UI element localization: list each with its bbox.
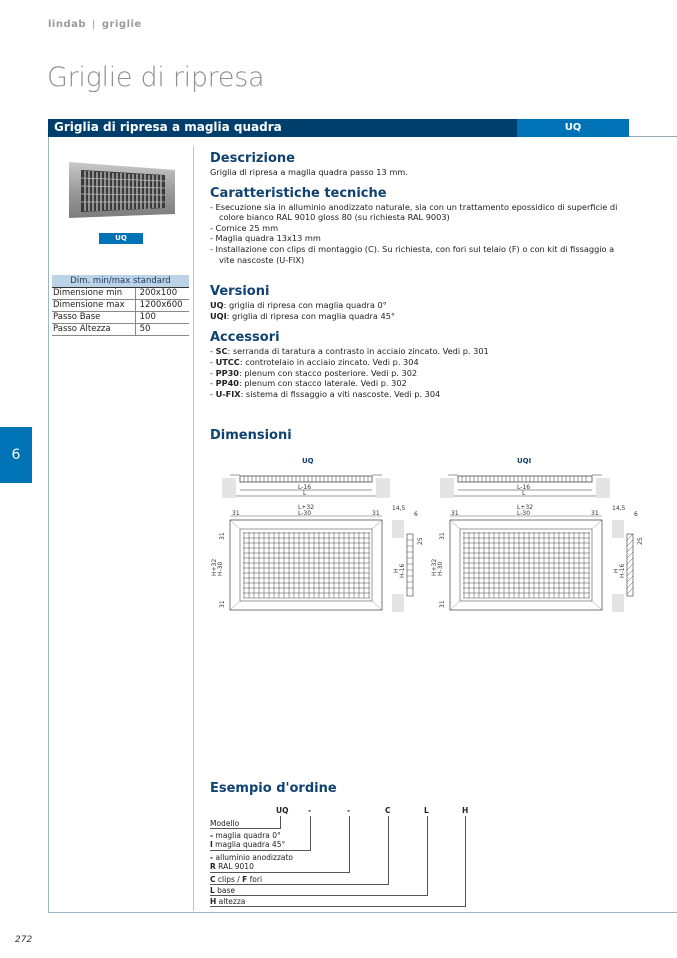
svg-text:H-30: H-30	[217, 561, 224, 576]
brand-name: lindab	[48, 19, 87, 30]
row-label: Dimensione max	[52, 299, 135, 311]
svg-text:25: 25	[417, 537, 424, 545]
order-code-model: UQ	[276, 806, 289, 815]
dimensions-table	[52, 275, 189, 336]
description-column	[210, 151, 640, 399]
table-row	[52, 299, 189, 311]
svg-text:L: L	[303, 490, 307, 497]
list-item-cont: vite nascoste (U-FIX)	[219, 254, 305, 265]
dims-table-header: Dim. min/max standard	[52, 275, 189, 287]
svg-text:6: 6	[634, 511, 638, 518]
chapter-tab[interactable]: 6	[0, 427, 32, 483]
connector	[388, 816, 389, 885]
connector	[310, 816, 311, 851]
svg-text:H-30: H-30	[437, 561, 444, 576]
column-divider	[193, 146, 194, 911]
order-row: L base	[210, 886, 236, 895]
accessori-heading: Accessori	[210, 330, 280, 346]
order-row: C clips / F fori	[210, 875, 263, 884]
order-row: - maglia quadra 0°	[210, 831, 281, 840]
version-code: UQI	[210, 310, 227, 321]
svg-text:H+32: H+32	[211, 558, 218, 576]
svg-text:L-16: L-16	[517, 484, 531, 491]
svg-text:L: L	[522, 490, 526, 497]
version-text: : griglia di ripresa con maglia quadra 0°	[223, 300, 387, 311]
brand-header	[48, 19, 142, 30]
order-row: I maglia quadra 45°	[210, 840, 286, 849]
product-code-tab: UQ	[517, 119, 629, 137]
connector	[210, 895, 427, 896]
order-row: - alluminio anodizzato	[210, 853, 294, 862]
svg-text:H+32: H+32	[431, 558, 438, 576]
caratteristiche-heading: Caratteristiche tecniche	[210, 185, 387, 201]
table-row	[52, 323, 189, 335]
svg-text:6: 6	[414, 511, 418, 518]
order-code-height: H	[462, 806, 469, 815]
svg-text:31: 31	[372, 510, 380, 517]
svg-text:L-16: L-16	[298, 484, 312, 491]
accessory-text: : plenum con stacco posteriore. Vedi p. 302	[238, 367, 418, 378]
svg-text:H-16: H-16	[619, 563, 626, 578]
list-item: - PP30: plenum con stacco posteriore. Vedi p. 302	[210, 367, 418, 378]
dimensioni-heading: Dimensioni	[210, 428, 292, 443]
svg-text:L+32: L+32	[298, 504, 315, 511]
row-value: 100	[135, 311, 189, 323]
svg-text:L-30: L-30	[517, 510, 531, 517]
order-code-mount: C	[385, 806, 391, 815]
row-label: Passo Base	[52, 311, 135, 323]
list-item: - PP40: plenum con stacco laterale. Vedi p. 302	[210, 378, 407, 389]
accessory-code: U-FIX	[215, 388, 241, 399]
product-code-badge: UQ	[99, 233, 143, 244]
svg-text:H: H	[613, 568, 620, 573]
accessory-text: : plenum con stacco laterale. Vedi p. 302	[238, 378, 407, 389]
accessori-list	[210, 346, 640, 399]
order-row: Modello	[210, 819, 240, 828]
accessory-text: : controtelaio in acciaio zincato. Vedi p. 304	[239, 356, 419, 367]
row-label: Passo Altezza	[52, 323, 135, 335]
page-number: 272	[15, 935, 33, 945]
uq-dimension-drawing	[200, 470, 425, 620]
order-code-finish: -	[347, 806, 351, 815]
page-title: Griglie di ripresa	[47, 62, 265, 93]
order-code-grid: -	[308, 806, 312, 815]
list-item: - Esecuzione sia in alluminio anodizzato naturale, sia con un trattamento epossidico di superficie di	[210, 201, 618, 212]
versioni-list	[210, 300, 640, 321]
svg-text:L+32: L+32	[517, 504, 534, 511]
connector	[210, 872, 349, 873]
descrizione-text: Griglia di ripresa a maglia quadra passo 13 mm.	[210, 167, 408, 177]
connector	[210, 906, 465, 907]
list-item: - Cornice 25 mm	[210, 222, 279, 233]
svg-text:31: 31	[451, 510, 459, 517]
svg-text:31: 31	[591, 510, 599, 517]
svg-text:L-30: L-30	[298, 510, 312, 517]
accessory-code: PP30	[215, 367, 239, 378]
version-code: UQ	[210, 300, 224, 311]
connector	[427, 816, 428, 896]
versioni-heading: Versioni	[210, 284, 270, 300]
order-row: H altezza	[210, 897, 246, 906]
accessory-code: UTCC	[215, 356, 240, 367]
uqi-dimension-drawing	[425, 470, 650, 620]
connector	[210, 884, 388, 885]
accessory-text: : serranda di taratura a contrasto in acciaio zincato. Vedi p. 301	[227, 346, 489, 357]
diagram-label-uq: UQ	[302, 457, 314, 465]
connector	[210, 828, 281, 829]
row-value: 200x100	[135, 287, 189, 299]
connector	[349, 816, 350, 873]
table-row	[52, 287, 189, 299]
accessory-text: : sistema di fissaggio a viti nascoste. Vedi p. 304	[240, 388, 441, 399]
order-code-base: L	[424, 806, 429, 815]
list-item: - UTCC: controtelaio in acciaio zincato. Vedi p. 304	[210, 356, 419, 367]
order-example	[210, 806, 470, 912]
list-item	[210, 300, 640, 311]
diagram-label-uqi: UQI	[517, 457, 532, 465]
list-item-cont: colore bianco RAL 9010 gloss 80 (su richiesta RAL 9003)	[219, 212, 450, 223]
table-row	[52, 311, 189, 323]
svg-text:31: 31	[219, 532, 226, 540]
svg-text:31: 31	[439, 600, 446, 608]
svg-text:14,5: 14,5	[392, 505, 406, 512]
svg-text:25: 25	[637, 537, 644, 545]
grille-photo-icon	[67, 160, 177, 220]
svg-text:H: H	[393, 568, 400, 573]
row-value: 1200x600	[135, 299, 189, 311]
list-item: - SC: serranda di taratura a contrasto in acciaio zincato. Vedi p. 301	[210, 346, 489, 357]
svg-text:31: 31	[439, 532, 446, 540]
list-item: - Installazione con clips di montaggio (C). Su richiesta, con fori sul telaio (F) o con kit di fissaggio a	[210, 243, 615, 254]
product-title-bar: Griglia di ripresa a maglia quadra	[48, 119, 517, 137]
version-text: : griglia di ripresa con maglia quadra 45°	[226, 310, 396, 321]
svg-text:H-16: H-16	[399, 563, 406, 578]
list-item: - Maglia quadra 13x13 mm	[210, 233, 321, 244]
descrizione-heading: Descrizione	[210, 151, 295, 166]
svg-text:31: 31	[232, 510, 240, 517]
list-item: - U-FIX: sistema di fissaggio a viti nascoste. Vedi p. 304	[210, 388, 441, 399]
section-name: griglie	[101, 19, 142, 30]
connector	[210, 850, 310, 851]
accessory-code: PP40	[215, 378, 239, 389]
row-value: 50	[135, 323, 189, 335]
row-label: Dimensione min	[52, 287, 135, 299]
svg-text:31: 31	[219, 600, 226, 608]
connector	[280, 816, 281, 829]
order-row: R RAL 9010	[210, 862, 254, 871]
connector	[465, 816, 466, 907]
ordine-heading: Esempio d'ordine	[210, 781, 337, 796]
list-item	[210, 311, 640, 322]
brand-separator: |	[92, 19, 96, 30]
accessory-code: SC	[215, 346, 228, 357]
caratteristiche-list	[210, 202, 640, 266]
svg-text:14,5: 14,5	[612, 505, 626, 512]
